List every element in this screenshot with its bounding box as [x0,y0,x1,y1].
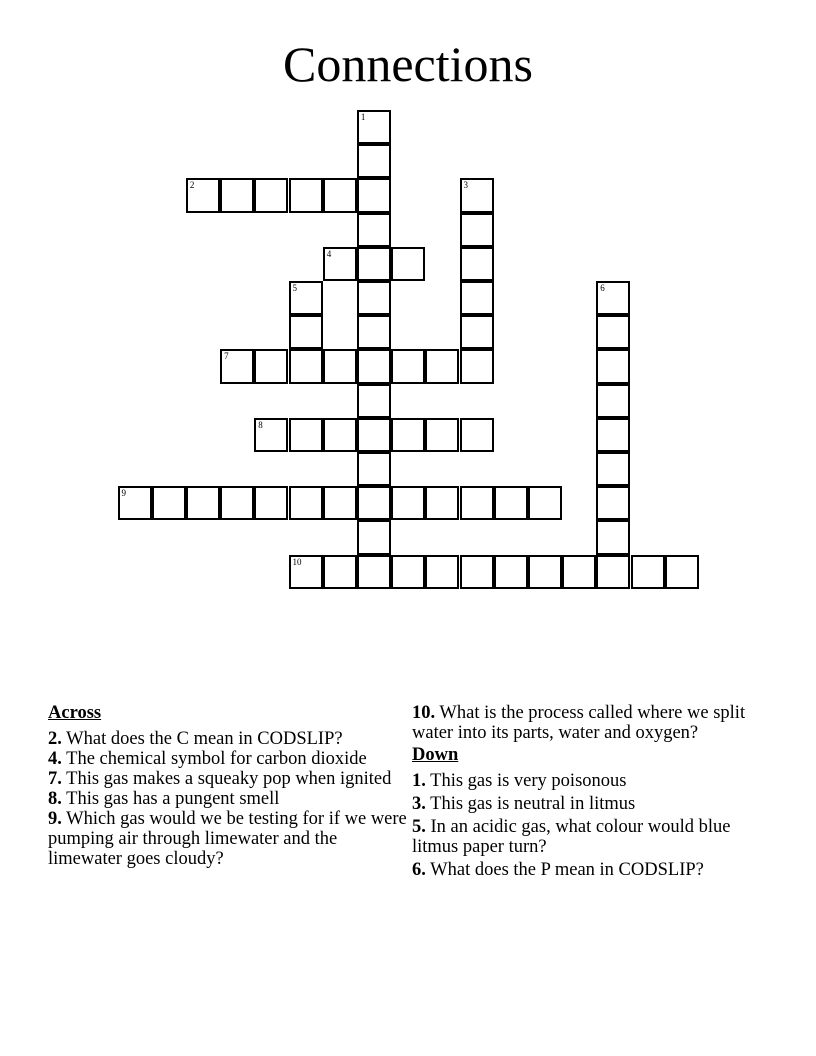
across-clue-9 [48,809,408,869]
clue-text: What is the process called where we split water into its parts, water and oxygen? [412,703,746,743]
grid-cell[interactable] [289,486,323,520]
grid-cell[interactable] [596,555,630,589]
grid-cell[interactable] [596,520,630,554]
grid-cell[interactable] [494,555,528,589]
clue-number: 5. [412,817,426,837]
grid-cell[interactable] [323,247,357,281]
clue-text: This gas has a pungent smell [66,789,280,809]
grid-cell[interactable] [357,555,391,589]
across-clue-4 [48,749,408,769]
down-clue-6 [412,860,772,880]
cell-number: 2 [189,180,195,191]
clue-number: 8. [48,789,62,809]
down-clue-1 [412,771,772,791]
grid-cell[interactable] [289,315,323,349]
grid-cell[interactable] [425,418,459,452]
grid-cell[interactable] [323,418,357,452]
grid-cell[interactable] [357,281,391,315]
clue-text: The chemical symbol for carbon dioxide [66,749,367,769]
grid-cell[interactable] [357,213,391,247]
grid-cell[interactable] [254,349,288,383]
grid-cell[interactable] [460,281,494,315]
cell-number: 4 [326,248,332,259]
grid-cell[interactable] [460,349,494,383]
grid-cell[interactable] [323,178,357,212]
clue-number: 7. [48,769,62,789]
grid-cell[interactable] [460,315,494,349]
grid-cell[interactable] [289,178,323,212]
grid-cell[interactable] [152,486,186,520]
across-clue-8 [48,789,408,809]
grid-cell[interactable] [357,418,391,452]
cell-number: 1 [360,112,366,122]
grid-cell[interactable] [460,247,494,281]
grid-cell[interactable] [323,349,357,383]
grid-cell[interactable] [391,349,425,383]
clues-left-column [48,703,408,869]
grid-cell[interactable] [289,418,323,452]
grid-cell[interactable] [391,247,425,281]
clue-number: 10. [412,703,436,723]
down-clue-5 [412,817,772,857]
clue-number: 9. [48,809,62,829]
across-heading: Across [48,703,102,723]
grid-cell[interactable] [289,349,323,383]
grid-cell[interactable] [289,281,323,315]
page-title: Connections [283,36,533,92]
grid-cell[interactable] [186,178,220,212]
grid-cell[interactable] [357,520,391,554]
cell-number: 9 [121,488,126,499]
clue-number: 4. [48,749,62,769]
clue-number: 3. [412,794,426,814]
grid-cell[interactable] [357,384,391,418]
grid-cell[interactable] [596,315,630,349]
grid-cell[interactable] [357,247,391,281]
grid-cell[interactable] [425,555,459,589]
grid-cell[interactable] [460,418,494,452]
down-clue-3 [412,794,772,814]
grid-cell[interactable] [357,452,391,486]
grid-cell[interactable] [391,486,425,520]
grid-cell[interactable] [391,418,425,452]
grid-cell[interactable] [186,486,220,520]
grid-cell[interactable] [323,486,357,520]
grid-cell[interactable] [494,486,528,520]
grid-cell[interactable] [528,555,562,589]
grid-cell[interactable] [220,178,254,212]
grid-cell[interactable] [596,418,630,452]
grid-cell[interactable] [425,486,459,520]
grid-cell[interactable] [425,349,459,383]
clue-number: 2. [48,729,62,749]
clue-text: This gas is neutral in litmus [430,794,636,814]
grid-cell[interactable] [357,110,391,144]
grid-cell[interactable] [357,178,391,212]
grid-cell[interactable] [596,281,630,315]
grid-cell[interactable] [631,555,665,589]
grid-cell[interactable] [596,384,630,418]
grid-cell[interactable] [220,349,254,383]
across-clue-10 [412,703,772,743]
grid-cell[interactable] [357,315,391,349]
grid-cell[interactable] [254,486,288,520]
clue-number: 6. [412,860,426,880]
grid-cell[interactable] [118,486,152,520]
grid-cell[interactable] [460,178,494,212]
grid-cell[interactable] [528,486,562,520]
clue-text: This gas is very poisonous [430,771,627,791]
cell-number: 3 [463,180,468,191]
grid-cell[interactable] [357,349,391,383]
grid-cell[interactable] [562,555,596,589]
grid-cell[interactable] [254,178,288,212]
grid-cell[interactable] [323,555,357,589]
across-clue-7 [48,769,408,789]
grid-cell[interactable] [665,555,699,589]
grid-cell[interactable] [460,213,494,247]
grid-cell[interactable] [460,486,494,520]
clue-text: In an acidic gas, what colour would blue litmus paper turn? [412,817,731,857]
across-clue-2 [48,729,408,749]
cell-number: 5 [292,283,297,293]
grid-cell[interactable] [596,486,630,520]
clues-right-column [412,703,772,880]
cell-number: 6 [600,283,605,293]
down-heading: Down [412,745,459,765]
grid-cell[interactable] [220,486,254,520]
grid-cell[interactable] [596,349,630,383]
cell-number: 10 [292,556,302,567]
clue-text: This gas makes a squeaky pop when ignited [66,769,392,789]
clue-text: What does the C mean in CODSLIP? [66,729,343,749]
grid-cell[interactable] [596,452,630,486]
clue-number: 1. [412,771,426,791]
grid-cell[interactable] [391,555,425,589]
clue-text: Which gas would we be testing for if we were pumping air through limewater and the limewater goes cloudy? [48,809,407,869]
grid-cell[interactable] [357,486,391,520]
cell-number: 8 [258,419,263,430]
grid-cell[interactable] [254,418,288,452]
clue-text: What does the P mean in CODSLIP? [430,860,704,880]
grid-cell[interactable] [357,144,391,178]
grid-cell[interactable] [289,555,323,589]
cell-number: 7 [224,351,229,362]
grid-cell[interactable] [460,555,494,589]
